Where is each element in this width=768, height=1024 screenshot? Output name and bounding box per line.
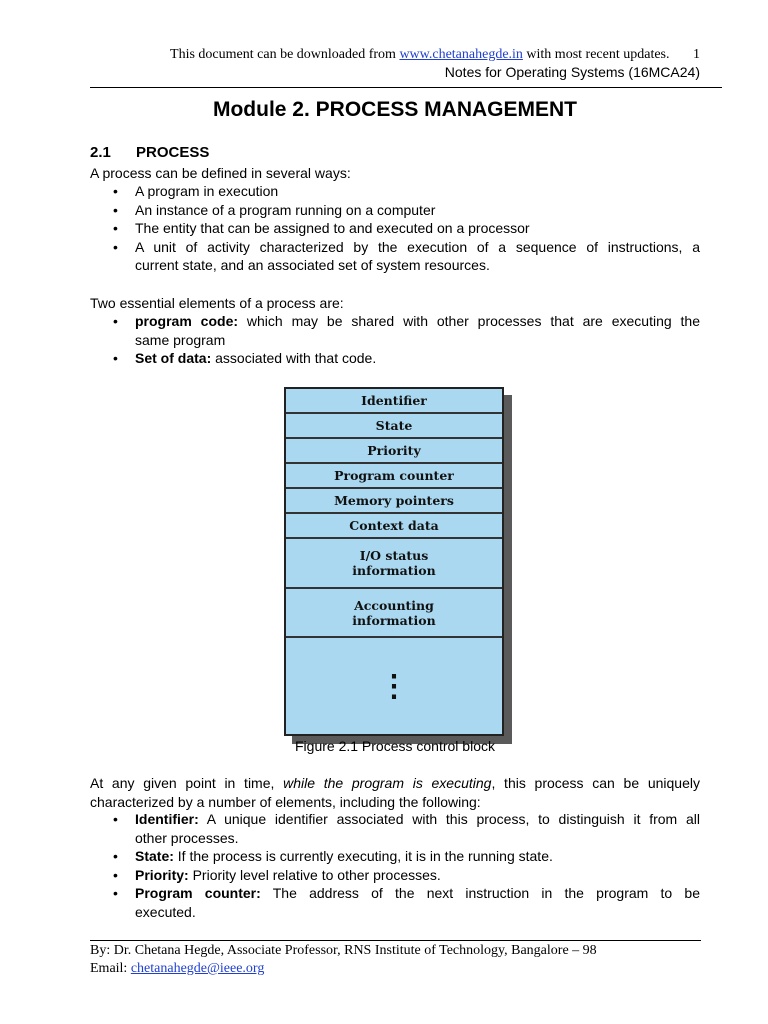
- list-item: • Priority: Priority level relative to other processes.: [113, 866, 441, 883]
- elements-list: [0, 312, 700, 368]
- pcb-cell-accounting: Accounting information: [286, 589, 502, 638]
- page-title: Module 2. PROCESS MANAGEMENT: [212, 98, 578, 121]
- download-suffix: with most recent updates.: [526, 47, 670, 62]
- list-item: • Set of data: associated with that code.: [113, 350, 377, 366]
- header-divider: [90, 87, 722, 88]
- pcb-continuation-dots: ⋮: [379, 668, 409, 704]
- website-link[interactable]: www.chetanahegde.in: [399, 47, 523, 62]
- list-item: • program code: which may be shared with other processes that are executing the same program: [113, 313, 700, 348]
- footer-divider: [90, 940, 701, 941]
- list-item: • The entity that can be assigned to and executed on a processor: [113, 220, 530, 236]
- list-item: • A program in execution: [113, 183, 279, 199]
- elements-intro: Two essential elements of a process are:: [90, 295, 344, 311]
- section-title: PROCESS: [136, 144, 210, 161]
- list-item: • A unit of activity characterized by the execution of a sequence of instructions, a current state, and an associated set of system resources.: [113, 238, 700, 273]
- pcb-cell-state: State: [286, 414, 502, 439]
- list-item: • State: If the process is currently executing, it is in the running state.: [113, 848, 553, 864]
- footer-email-line: [90, 961, 264, 977]
- list-item: • Program counter: The address of the next instruction in the program to be executed.: [113, 885, 700, 920]
- list-item: • Identifier: A unique identifier associated with this process, to distinguish it from all other processes.: [113, 811, 700, 846]
- list-item: • An instance of a program running on a computer: [113, 201, 436, 218]
- attributes-list: [0, 810, 700, 921]
- pcb-cell-priority: Priority: [286, 439, 502, 464]
- figure-caption: Figure 2.1 Process control block: [295, 738, 495, 754]
- page-number: 1: [693, 47, 700, 62]
- definitions-list: [0, 182, 700, 275]
- email-label: Email:: [90, 961, 128, 976]
- notes-title: Notes for Operating Systems (16MCA24): [444, 64, 700, 80]
- download-prefix: This document can be downloaded from: [170, 47, 396, 62]
- characterize-paragraph: At any given point in time, while the program is executing, this process can be uniquely characterized by a number of elements, including the following:: [90, 775, 700, 810]
- intro-text: A process can be defined in several ways:: [90, 165, 351, 181]
- section-heading: [90, 144, 209, 161]
- process-control-block-figure: [284, 387, 504, 736]
- pcb-cell-memory-pointers: Memory pointers: [286, 489, 502, 514]
- section-number: 2.1: [90, 144, 111, 161]
- pcb-cell-io-status: I/O status information: [286, 539, 502, 589]
- pcb-cell-program-counter: Program counter: [286, 464, 502, 489]
- pcb-cell-context-data: Context data: [286, 514, 502, 539]
- header-download-line: [0, 47, 700, 63]
- email-link[interactable]: chetanahegde@ieee.org: [130, 961, 265, 976]
- pcb-cell-identifier: Identifier: [286, 389, 502, 414]
- footer-author: By: Dr. Chetana Hegde, Associate Professor, RNS Institute of Technology, Bangalore – 98: [90, 943, 597, 958]
